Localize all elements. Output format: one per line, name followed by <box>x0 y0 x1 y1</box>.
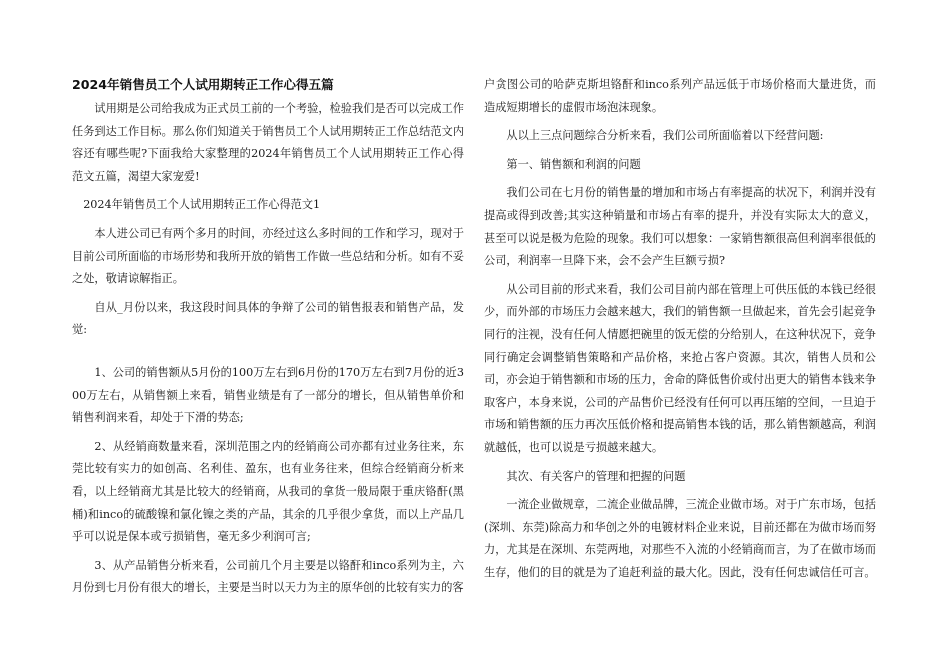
blank-line <box>72 348 464 362</box>
paragraph: 我们公司在七月份的销售量的增加和市场占有率提高的状况下，利润并没有提高或得到改善;其实这种销量和市场占有率的提升，并没有实际太大的意义，甚至可以说是极为危险的现象。我们可以想象：一家销售额很高但利润率很低的公司，利润率一旦降下来，会不会产生巨额亏损? <box>484 186 876 268</box>
essay-subtitle: 2024年销售员工个人试用期转正工作心得范文1 <box>83 198 321 212</box>
paragraph: 户贪图公司的哈萨克斯坦铬酐和inco系列产品远低于市场价格而大量进货，而造成短期增长的虚假市场泡沫现象。 <box>484 78 876 114</box>
paragraph: 2、从经销商数量来看，深圳范围之内的经销商公司亦都有过业务往来，东莞比较有实力的如创高、名利佳、盈东，也有业务往来，但综合经销商分析来看，以上经销商尤其是比较大的经销商，从我司的拿货一般局限于重庆铬酐(黑桶)和inco的硫酸镍和氯化镍之类的产品，其余的几乎很少拿货，而以上产品几乎可以说是保本或亏损销售，毫无多少利润可言; <box>72 439 464 544</box>
paragraph: 从以上三点问题综合分析来看，我们公司所面临着以下经营问题: <box>506 129 824 143</box>
paragraph: 一流企业做规章，二流企业做品牌，三流企业做市场。对于广东市场，包括(深圳、东莞)除高力和华创之外的电镀材料企业来说，目前还都在为做市场而努力，尤其是在深圳、东莞两地，对那些不入流的小经销商而言，为了在做市场而生存，他们的目的就是为了追赶利益的最大化。因此，没有任何忠诚信任可言。 <box>484 498 876 579</box>
intro-paragraph: 试用期是公司给我成为正式员工前的一个考验，检验我们是否可以完成工作任务到达工作目标。那么你们知道关于销售员工个人试用期转正工作总结范文内容还有哪些呢?下面我给大家整理的2024年销售员工个人试用期转正工作心得范文五篇，渴望大家宠爱! <box>72 102 464 183</box>
paragraph: 本人进公司已有两个多月的时间，亦经过这么多时间的工作和学习，现对于目前公司所面临的市场形势和我所开放的销售工作做一些总结和分析。如有不妥之处，敬请谅解指正。 <box>72 226 464 286</box>
right-column <box>484 74 876 590</box>
left-column <box>72 74 464 606</box>
paragraph: 1、公司的销售额从5月份的100万左右到6月份的170万左右到7月份的近300万左右，从销售额上来看，销售业绩是有了一部分的增长，但从销售单价和销售利润来看，却处于下滑的势态; <box>72 365 464 425</box>
paragraph: 从公司目前的形式来看，我们公司目前内部在管理上可供压低的本钱已经很少，而外部的市场压力会越来越大，我们的销售额一旦做起来，首先会引起竞争同行的注视，没有任何人情愿把碗里的饭无偿的分给别人，在这种状况下，竞争同行确定会调整销售策略和产品价格，来抢占客户资源。其次，销售人员和公司，亦会迫于销售额和市场的压力，舍命的降低售价或付出更大的销售本钱来争取客户，本身来说，公司的产品售价已经没有任何可以再压缩的空间，一旦迫于市场和销售额的压力再次压低价格和提高销售本钱的话，那么销售额越高，利润就越低，也可以说是亏损越来越大。 <box>484 282 876 454</box>
document-title: 2024年销售员工个人试用期转正工作心得五篇 <box>72 77 334 92</box>
paragraph: 3、从产品销售分析来看，公司前几个月主要是以铬酐和inco系列为主，六月份到七月份有很大的增长，主要是当时以天力为主的原华创的比较有实力的客 <box>72 558 464 595</box>
section-heading: 第一、销售额和利润的问题 <box>506 157 641 171</box>
paragraph: 自从_月份以来，我这段时间具体的争辩了公司的销售报表和销售产品，发觉: <box>72 300 464 337</box>
section-heading: 其次、有关客户的管理和把握的问题 <box>506 469 686 483</box>
